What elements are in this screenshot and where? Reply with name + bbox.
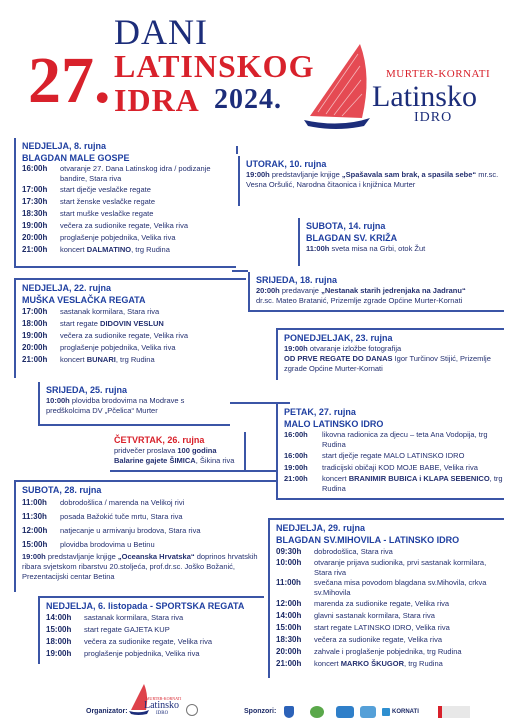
sponsor-label: Sponzori: xyxy=(244,708,277,715)
sponsor-logo-green xyxy=(310,706,324,718)
event-text: 19:00h predstavljanje knjige „Spašavala sam brak, a spasila sebe“ mr.sc. Vesna Oršulić, Narodna čitaonica i knjižnica Murter xyxy=(246,170,499,189)
event-title: MALO LATINSKO IDRO xyxy=(284,419,384,429)
event-card-sept-8 xyxy=(14,138,236,268)
organizer-badge xyxy=(186,704,198,716)
event-card-sept-27 xyxy=(276,404,504,500)
event-card-sept-28 xyxy=(14,480,276,592)
event-card-sept-18 xyxy=(248,272,504,312)
sponsor-logo-ministry xyxy=(438,706,470,718)
organizer-label: Organizator: xyxy=(86,708,128,715)
event-card-sept-14 xyxy=(298,218,504,266)
title-line3: IDRA xyxy=(114,82,200,118)
event-row: 16:00h start dječje regate MALO LATINSKO IDRO xyxy=(284,451,465,460)
event-row: 20:00h proglašenje pobjednika, Velika riva xyxy=(22,233,176,242)
logo-main-text: Latinsko xyxy=(372,80,477,113)
title-line1: DANI xyxy=(114,12,208,52)
event-row: 20:00h zahvale i proglašenje pobjednika, trg Rudina xyxy=(276,647,462,656)
event-row: 19:00h proglašenje pobjednika, Velika riva xyxy=(46,649,200,658)
event-text: 11:00h sveta misa na Grbi, otok Žut xyxy=(306,244,426,253)
event-title: BLAGDAN SV.MIHOVILA - LATINSKO IDRO xyxy=(276,535,460,545)
event-row: 21:00h koncert DALMATINO, trg Rudina xyxy=(22,245,170,254)
event-card-sept-22 xyxy=(14,278,246,378)
event-date: UTORAK, 10. rujna xyxy=(246,159,327,169)
event-row: 20:00h proglašenje pobjednika, Velika riva xyxy=(22,343,176,352)
sponsor-logo-crest xyxy=(284,706,294,718)
event-card-sept-23 xyxy=(276,328,504,380)
event-row: 11:00h dobrodošlica / marenda na Velikoj rivi xyxy=(22,498,185,507)
event-row: 15:00h start regate GAJETA KUP xyxy=(46,625,170,634)
event-card-sept-25 xyxy=(38,382,230,426)
event-row: 19:00h tradicijski običaji KOD MOJE BABE, Velika riva xyxy=(284,463,478,472)
organizer-logo-top: MURTER-KORNATI xyxy=(146,696,182,701)
event-row: 16:00h likovna radionica za djecu – teta Ana Vodopija, trg Rudina xyxy=(284,430,488,449)
event-row: 18:00h start regate DIDOVIN VESLUN xyxy=(22,319,164,328)
event-text: 20:00h predavanje „Nestanak starih jedrenjaka na Jadranu“ dr.sc. Mateo Bratanić, Prizemlje zgrade Općine Murter-Kornati xyxy=(256,286,466,305)
hull-shape xyxy=(304,118,370,129)
event-row: 17:00h sastanak kormilara, Stara riva xyxy=(22,307,160,316)
event-row: 14:00h sastanak kormilara, Stara riva xyxy=(46,613,184,622)
event-row: 18:30h start muške veslačke regate xyxy=(22,209,154,218)
event-card-oct-6 xyxy=(38,596,264,664)
event-row: 21:00h koncert MARKO ŠKUGOR, trg Rudina xyxy=(276,659,443,668)
logo-bottom-text: IDRO xyxy=(414,110,453,125)
event-card-sept-29 xyxy=(268,518,504,678)
event-row: 19:00h večera za sudionike regate, Velika riva xyxy=(22,221,188,230)
event-row: 17:00h start dječje veslačke regate xyxy=(22,185,151,194)
event-card-sept-26 xyxy=(110,432,246,472)
event-date: PETAK, 27. rujna xyxy=(284,407,356,417)
event-title: MUŠKA VESLAČKA REGATA xyxy=(22,295,146,305)
event-row: 18:00h večera za sudionike regate, Velika riva xyxy=(46,637,212,646)
event-date: SUBOTA, 28. rujna xyxy=(22,485,102,495)
event-date: ČETVRTAK, 26. rujna xyxy=(114,435,205,445)
sail-shape xyxy=(310,44,367,118)
event-date: SRIJEDA, 25. rujna xyxy=(46,385,128,395)
title-line2: LATINSKOG xyxy=(114,48,315,84)
event-row: 18:30h večera za sudionike regate, Velika riva xyxy=(276,635,442,644)
timeline-connector xyxy=(236,146,238,154)
event-title: BLAGDAN SV. KRIŽA xyxy=(306,233,398,243)
sponsor-logo-blue xyxy=(336,706,354,718)
event-row: 12:00h marenda za sudionike regate, Velika riva xyxy=(276,599,450,608)
event-row: 09:30h dobrodošlica, Stara riva xyxy=(276,547,393,556)
organizer-logo-main: Latinsko xyxy=(144,700,179,711)
event-row: 11:30h posada Bažokić tuče mrtu, Stara riva xyxy=(22,512,183,521)
event-row: 21:00h koncert BRANIMIR BUBICA i KLAPA SEBENICO, trg Rudina xyxy=(284,474,503,493)
logo-top-text: MURTER-KORNATI xyxy=(386,68,491,80)
sponsor-logo-kornati xyxy=(382,706,430,718)
event-row: 15:00h start regate LATINSKO IDRO, Velika riva xyxy=(276,623,450,632)
event-date: NEDJELJA, 22. rujna xyxy=(22,283,112,293)
event-date: NEDJELJA, 29. rujna xyxy=(276,523,366,533)
event-row: 21:00h koncert BUNARI, trg Rudina xyxy=(22,355,155,364)
kornati-icon xyxy=(382,708,390,716)
event-text: 19:00h otvaranje izložbe fotografija OD PRVE REGATE DO DANAS Igor Turčinov Stijić, Prizemlje zgrade Općine Murter-Kornati xyxy=(284,344,491,373)
title-number: 27. xyxy=(28,44,111,117)
event-row: 15:00h plovidba brodovima u Betinu xyxy=(22,540,155,549)
event-row-multiline: 19:00h predstavljanje knjige „Oceanska Hrvatska“ doprinos hrvatskih ribara svjetskom ribarstvu 20.stoljeća, prof.dr.sc. Joško Božanić, Prezentacijski centar Betina xyxy=(22,552,258,581)
event-text: pridvečer proslava 100 godina Balarine gajete ŠIMICA, Šikina riva xyxy=(114,446,235,465)
organizer-logo-bottom: IDRO xyxy=(156,711,169,716)
event-row: 11:00h svečana misa povodom blagdana sv.Mihovila, crkva sv.Mihovila xyxy=(276,578,487,597)
event-row: 12:00h natjecanje u armivanju brodova, Stara riva xyxy=(22,526,201,535)
timeline-connector xyxy=(232,270,248,272)
event-row: 14:00h glavni sastanak kormilara, Stara riva xyxy=(276,611,435,620)
event-text: 10:00h plovidba brodovima na Modrave s predškolcima DV „Pčelica“ Murter xyxy=(46,396,185,415)
event-card-sept-10 xyxy=(238,156,502,206)
event-date: SUBOTA, 14. rujna xyxy=(306,221,386,231)
event-date: NEDJELJA, 8. rujna xyxy=(22,141,107,151)
event-row: 19:00h večera za sudionike regate, Velika riva xyxy=(22,331,188,340)
event-row: 16:00h otvaranje 27. Dana Latinskog idra / podizanje bandire, Stara riva xyxy=(22,164,211,183)
event-row: 10:00h otvaranje prijava sudionika, prvi sastanak kormilara, Stara riva xyxy=(276,558,487,577)
kornati-text: KORNATI xyxy=(392,709,419,715)
event-date: PONEDJELJAK, 23. rujna xyxy=(284,333,393,343)
event-date: SRIJEDA, 18. rujna xyxy=(256,275,338,285)
event-row: 17:30h start ženske veslačke regate xyxy=(22,197,156,206)
sponsor-logo-waves xyxy=(360,706,376,718)
event-date: NEDJELJA, 6. listopada - SPORTSKA REGATA xyxy=(46,601,245,611)
title-year: 2024. xyxy=(214,84,282,115)
event-title: BLAGDAN MALE GOSPE xyxy=(22,153,130,163)
